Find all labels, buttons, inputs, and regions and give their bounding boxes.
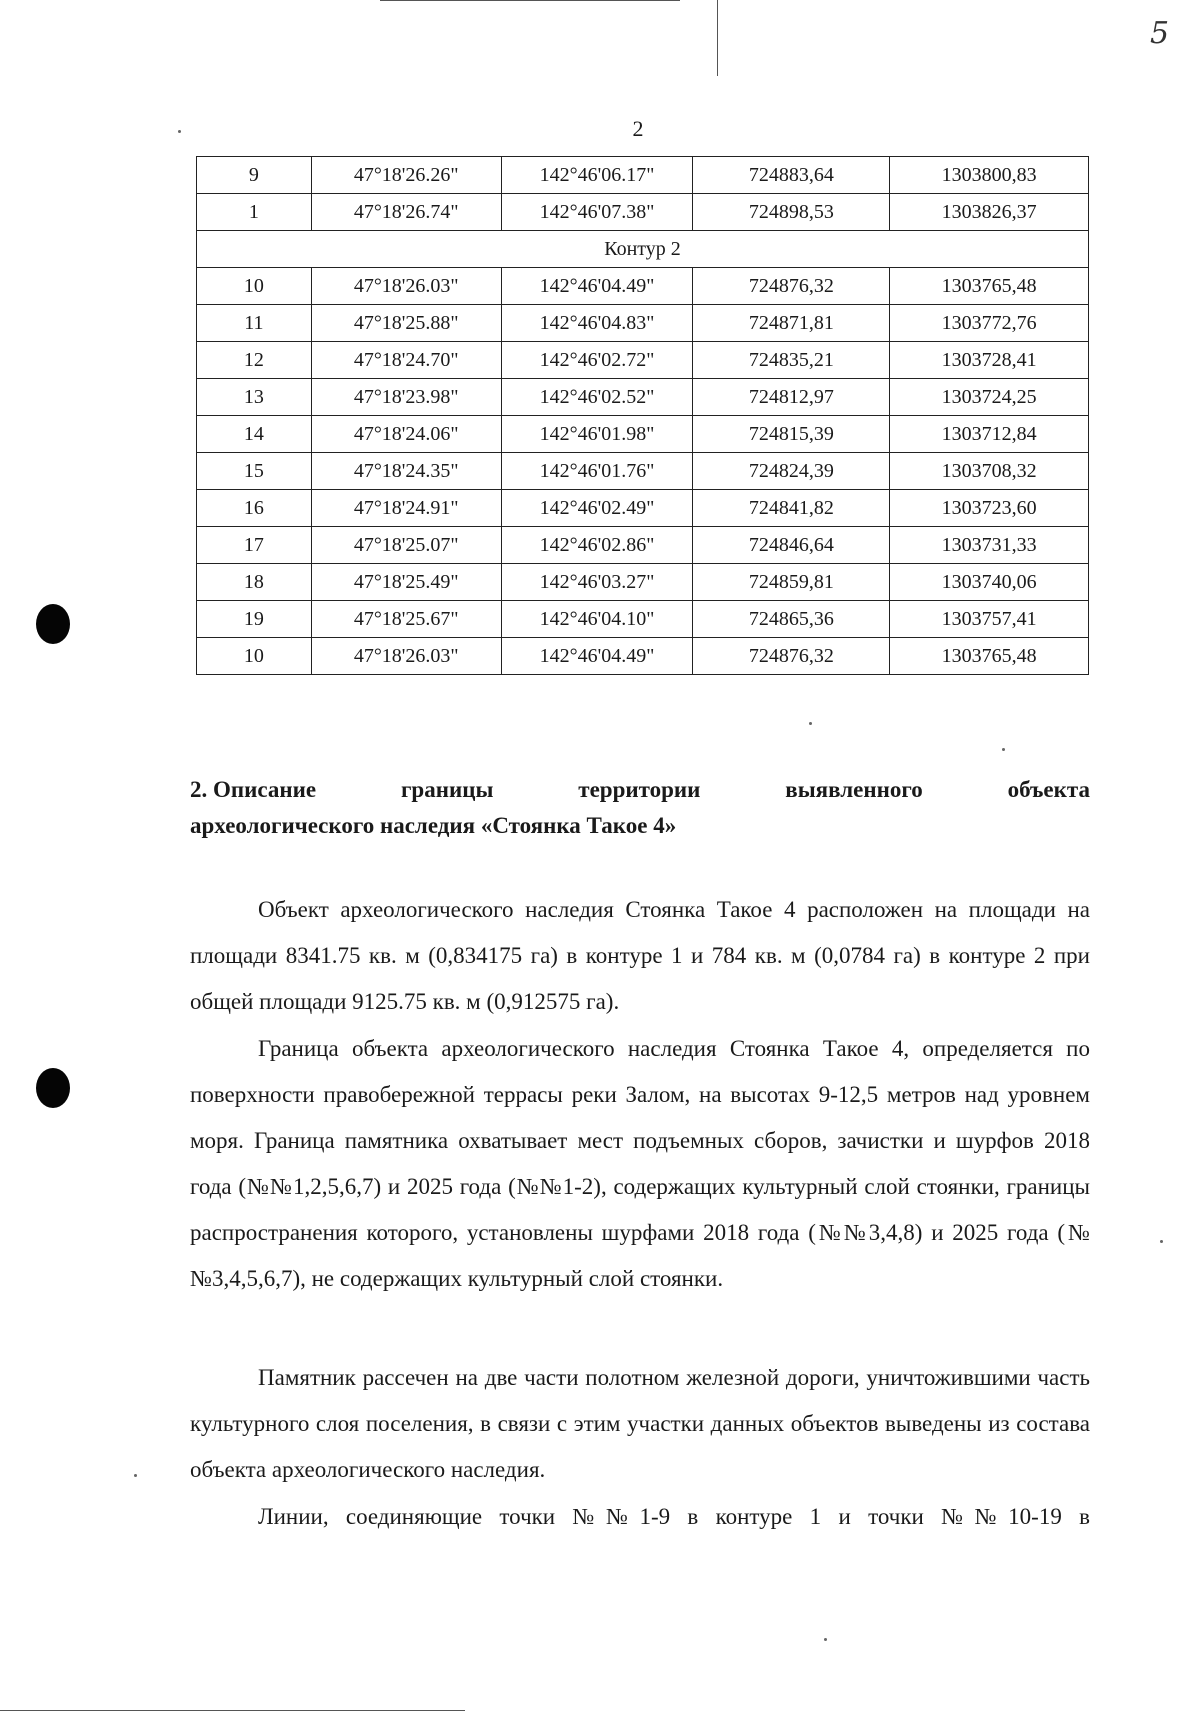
paragraph-area bbox=[190, 887, 1090, 1025]
y-coordinate-cell: 1303723,60 bbox=[890, 490, 1089, 527]
point-number-cell: 12 bbox=[197, 342, 312, 379]
y-coordinate-cell: 1303724,25 bbox=[890, 379, 1089, 416]
y-coordinate-cell: 1303728,41 bbox=[890, 342, 1089, 379]
table-row bbox=[197, 527, 1089, 564]
latitude-cell: 47°18'24.91" bbox=[311, 490, 501, 527]
latitude-cell: 47°18'25.07" bbox=[311, 527, 501, 564]
x-coordinate-cell: 724835,21 bbox=[693, 342, 890, 379]
longitude-cell: 142°46'02.49" bbox=[501, 490, 693, 527]
table-row bbox=[197, 416, 1089, 453]
table-row bbox=[197, 490, 1089, 527]
point-number-cell: 10 bbox=[197, 638, 312, 675]
contour-title-row bbox=[197, 231, 1089, 268]
longitude-cell: 142°46'04.49" bbox=[501, 268, 693, 305]
table-row bbox=[197, 194, 1089, 231]
point-number-cell: 11 bbox=[197, 305, 312, 342]
y-coordinate-cell: 1303712,84 bbox=[890, 416, 1089, 453]
y-coordinate-cell: 1303800,83 bbox=[890, 157, 1089, 194]
heading-word: территории bbox=[578, 777, 701, 802]
point-number-cell: 13 bbox=[197, 379, 312, 416]
x-coordinate-cell: 724876,32 bbox=[693, 638, 890, 675]
section-heading-line-2: археологического наследия «Стоянка Такое 4» bbox=[190, 813, 677, 838]
longitude-cell: 142°46'02.52" bbox=[501, 379, 693, 416]
paragraph-lines bbox=[190, 1494, 1090, 1540]
table-row bbox=[197, 305, 1089, 342]
section-heading-line-1 bbox=[190, 772, 1090, 808]
latitude-cell: 47°18'25.67" bbox=[311, 601, 501, 638]
point-number-cell: 17 bbox=[197, 527, 312, 564]
speck bbox=[824, 1638, 827, 1641]
x-coordinate-cell: 724883,64 bbox=[693, 157, 890, 194]
table-row bbox=[197, 342, 1089, 379]
x-coordinate-cell: 724871,81 bbox=[693, 305, 890, 342]
latitude-cell: 47°18'24.06" bbox=[311, 416, 501, 453]
page-number: 2 bbox=[632, 116, 644, 141]
longitude-cell: 142°46'07.38" bbox=[501, 194, 693, 231]
speck bbox=[809, 722, 812, 725]
table-row bbox=[197, 453, 1089, 490]
x-coordinate-cell: 724824,39 bbox=[693, 453, 890, 490]
handwritten-page-mark: 5 bbox=[1150, 16, 1170, 51]
table-row bbox=[197, 157, 1089, 194]
table-row bbox=[197, 379, 1089, 416]
x-coordinate-cell: 724812,97 bbox=[693, 379, 890, 416]
latitude-cell: 47°18'26.03" bbox=[311, 638, 501, 675]
point-number-cell: 16 bbox=[197, 490, 312, 527]
paragraph-1: Объект археологического наследия Стоянка Такое 4 расположен на площади на площади 8341.75 кв. м (0,834175 га) в контуре 1 и 784 кв. м (0,0784 га) в контуре 2 при общей площади 9125.75 кв. м (0,912575 га). bbox=[190, 897, 1090, 1014]
longitude-cell: 142°46'01.98" bbox=[501, 416, 693, 453]
latitude-cell: 47°18'24.70" bbox=[311, 342, 501, 379]
binder-hole-bottom bbox=[36, 1068, 70, 1108]
longitude-cell: 142°46'01.76" bbox=[501, 453, 693, 490]
speck bbox=[134, 1474, 137, 1477]
table-row bbox=[197, 268, 1089, 305]
section-heading bbox=[190, 772, 1090, 844]
longitude-cell: 142°46'03.27" bbox=[501, 564, 693, 601]
x-coordinate-cell: 724859,81 bbox=[693, 564, 890, 601]
paragraph-3: Памятник рассечен на две части полотном железной дороги, уничтожившими часть культурного слоя поселения, в связи с этим участки данных объектов выведены из состава объекта археологического наследия. bbox=[190, 1365, 1090, 1482]
x-coordinate-cell: 724846,64 bbox=[693, 527, 890, 564]
point-number-cell: 1 bbox=[197, 194, 312, 231]
y-coordinate-cell: 1303826,37 bbox=[890, 194, 1089, 231]
longitude-cell: 142°46'06.17" bbox=[501, 157, 693, 194]
x-coordinate-cell: 724815,39 bbox=[693, 416, 890, 453]
point-number-cell: 18 bbox=[197, 564, 312, 601]
point-number-cell: 10 bbox=[197, 268, 312, 305]
y-coordinate-cell: 1303708,32 bbox=[890, 453, 1089, 490]
longitude-cell: 142°46'02.72" bbox=[501, 342, 693, 379]
latitude-cell: 47°18'25.88" bbox=[311, 305, 501, 342]
longitude-cell: 142°46'04.49" bbox=[501, 638, 693, 675]
x-coordinate-cell: 724876,32 bbox=[693, 268, 890, 305]
coordinates-table bbox=[196, 156, 1089, 675]
table-row bbox=[197, 601, 1089, 638]
point-number-cell: 15 bbox=[197, 453, 312, 490]
latitude-cell: 47°18'25.49" bbox=[311, 564, 501, 601]
y-coordinate-cell: 1303731,33 bbox=[890, 527, 1089, 564]
speck bbox=[1160, 1240, 1163, 1243]
heading-word: границы bbox=[400, 777, 494, 802]
x-coordinate-cell: 724865,36 bbox=[693, 601, 890, 638]
point-number-cell: 14 bbox=[197, 416, 312, 453]
paragraph-2: Граница объекта археологического наследия Стоянка Такое 4, определяется по поверхности правобережной террасы реки Залом, на высотах 9-12,5 метров над уровнем моря. Граница памятника охватывает мест подъемных сборов, зачистки и шурфов 2018 года (№№1,2,5,6,7) и 2025 года (№№1-2), содержащих культурный слой стоянки, границы распространения которого, установлены шурфами 2018 года (№№3,4,8) и 2025 года (№№3,4,5,6,7), не содержащих культурный слой стоянки. bbox=[190, 1036, 1090, 1291]
y-coordinate-cell: 1303772,76 bbox=[890, 305, 1089, 342]
longitude-cell: 142°46'04.10" bbox=[501, 601, 693, 638]
y-coordinate-cell: 1303765,48 bbox=[890, 268, 1089, 305]
paragraph-4: Линии, соединяющие точки №№1-9 в контуре 1 и точки №№10-19 в bbox=[258, 1504, 1090, 1529]
heading-word: объекта bbox=[1007, 777, 1090, 802]
paragraph-railway bbox=[190, 1355, 1090, 1493]
point-number-cell: 19 bbox=[197, 601, 312, 638]
x-coordinate-cell: 724841,82 bbox=[693, 490, 890, 527]
paragraph-boundary bbox=[190, 1026, 1090, 1302]
scan-edge-line-top bbox=[380, 0, 680, 1]
binder-hole-top bbox=[36, 604, 70, 644]
table-row bbox=[197, 564, 1089, 601]
contour-2-title: Контур 2 bbox=[197, 231, 1089, 268]
scan-edge-line-vertical bbox=[717, 0, 718, 76]
speck bbox=[1002, 748, 1005, 751]
latitude-cell: 47°18'26.26" bbox=[311, 157, 501, 194]
x-coordinate-cell: 724898,53 bbox=[693, 194, 890, 231]
y-coordinate-cell: 1303740,06 bbox=[890, 564, 1089, 601]
scan-edge-line-bottom bbox=[0, 1710, 465, 1711]
heading-word: 2. Описание bbox=[190, 777, 317, 802]
table-row bbox=[197, 638, 1089, 675]
y-coordinate-cell: 1303757,41 bbox=[890, 601, 1089, 638]
latitude-cell: 47°18'23.98" bbox=[311, 379, 501, 416]
heading-word: выявленного bbox=[785, 777, 923, 802]
y-coordinate-cell: 1303765,48 bbox=[890, 638, 1089, 675]
latitude-cell: 47°18'26.74" bbox=[311, 194, 501, 231]
latitude-cell: 47°18'24.35" bbox=[311, 453, 501, 490]
longitude-cell: 142°46'02.86" bbox=[501, 527, 693, 564]
point-number-cell: 9 bbox=[197, 157, 312, 194]
longitude-cell: 142°46'04.83" bbox=[501, 305, 693, 342]
latitude-cell: 47°18'26.03" bbox=[311, 268, 501, 305]
